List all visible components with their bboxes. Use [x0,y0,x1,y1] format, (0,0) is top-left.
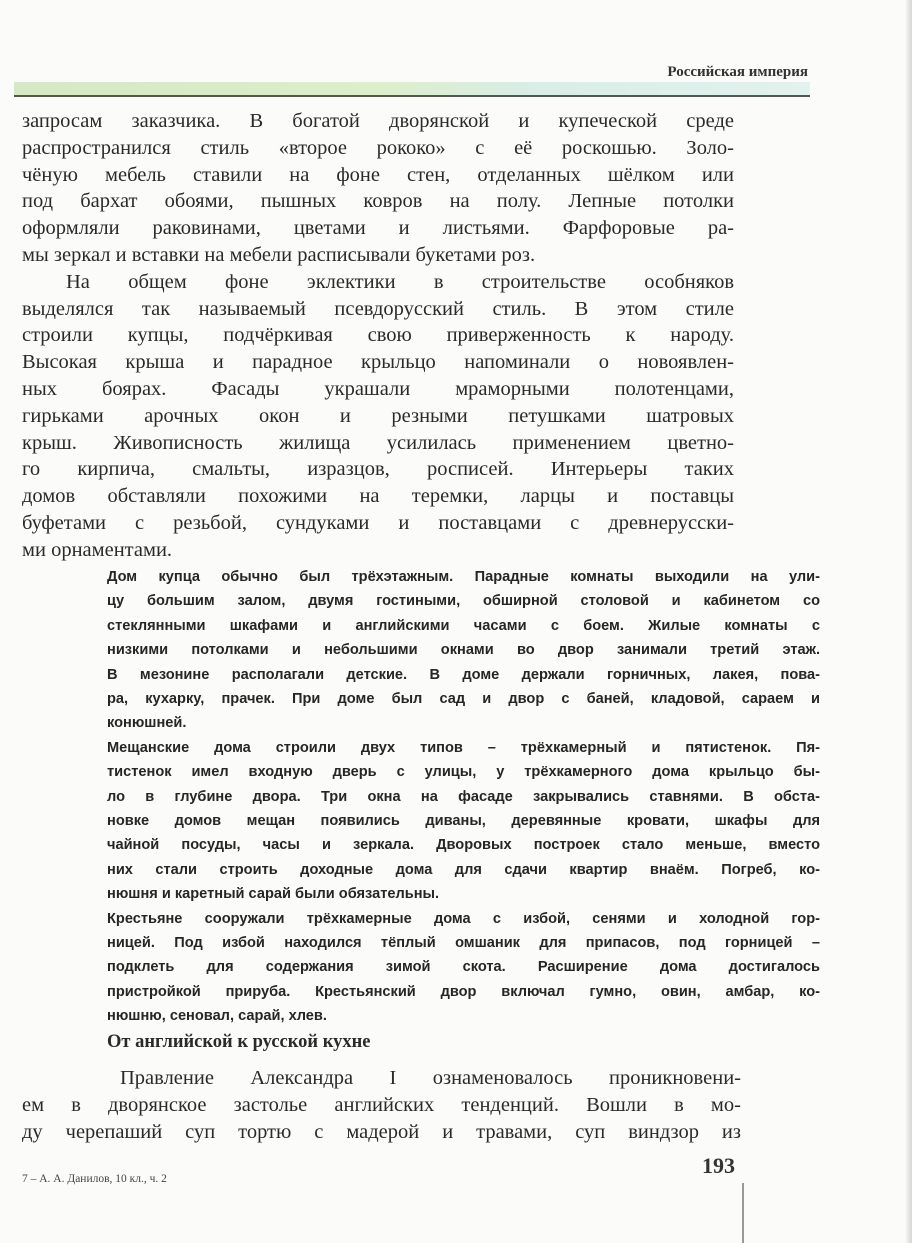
text-line: домов обставляли похожими на теремки, ларцы и поставцы [22,485,734,508]
text-line: буфетами с резьбой, сундуками и поставцами с древнерусски- [22,512,734,534]
insert-text-line: них стали строить доходные дома для сдачи квартир внаём. Погреб, ко- [107,861,820,878]
insert-text-line: В мезонине располагали детские. В доме держали горничных, лакея, пова- [107,666,820,683]
text-line: чёную мебель ставили на фоне стен, отделанных шёлком или [22,163,734,186]
insert-text-line: Дом купца обычно был трёхэтажным. Парадные комнаты выходили на ули- [107,569,820,585]
insert-text-line: ра, кухарку, прачек. При доме был сад и двор с баней, кладовой, сараем и [107,691,820,707]
text-line: мы зеркал и вставки на мебели расписывали букетами роз. [22,244,536,266]
text-line: На общем фоне эклектики в строительстве особняков [66,270,734,293]
insert-text-line: новке домов мещан появились диваны, деревянные кровати, шкафы для [107,813,820,829]
text-line: ем в дворянское застолье английских тенденций. Вошли в мо- [22,1094,741,1116]
insert-text-line: нюшня и каретный сарай были обязательны. [107,886,440,903]
insert-text-line: Крестьяне сооружали трёхкамерные дома с избой, сенями и холодной гор- [107,910,820,927]
insert-text-line: чайной посуды, часы и зеркала. Дворовых построек стало меньше, вместо [107,837,820,854]
text-line: выделялся так называемый псевдорусский стиль. В этом стиле [22,297,734,320]
margin-line [742,1183,744,1243]
text-line: Правление Александра I ознаменовалось проникновени- [120,1067,741,1089]
text-line: го кирпича, смальты, изразцов, росписей. Интерьеры таких [22,458,734,481]
text-line: оформляли раковинами, цветами и листьями. Фарфоровые ра- [22,217,734,240]
text-line: гирьками арочных окон и резными петушками шатровых [22,404,734,427]
printer-signature: 7 – А. А. Данилов, 10 кл., ч. 2 [22,1173,167,1185]
insert-text-line: низкими потолками и небольшими окнами во двор занимали третий этаж. [107,642,820,659]
page-edge-shadow [906,0,912,1243]
header-rule [14,95,810,97]
insert-text-line: ницей. Под избой находился тёплый омшаник для припасов, под горницей – [107,935,820,951]
header-band [14,82,810,95]
insert-text-line: нюшню, сеновал, сарай, хлев. [107,1008,327,1025]
insert-text-line: ло в глубине двора. Три окна на фасаде закрывались ставнями. В обста- [107,788,820,805]
insert-text-line: пристройкой прируба. Крестьянский двор включал гумно, овин, амбар, ко- [107,983,820,1000]
text-line: крыш. Живописность жилища усилилась применением цветно- [22,431,734,454]
page-number: 193 [702,1153,735,1178]
insert-text-line: конюшней. [107,715,187,732]
insert-text-line: стеклянными шкафами и английскими часами с боем. Жилые комнаты с [107,617,820,634]
text-line: ду черепаший суп тортю с мадерой и травами, суп виндзор из [22,1121,741,1143]
section-heading: От английской к русской кухне [107,1032,371,1052]
text-line: под бархат обоями, пышных ковров на полу. Лепные потолки [22,190,734,213]
insert-text-line: цу большим залом, двумя гостиными, обширной столовой и кабинетом со [107,593,820,610]
running-title: Российская империя [667,64,808,80]
text-line: Высокая крыша и парадное крыльцо напоминали о новоявлен- [22,351,734,374]
insert-text-line: тистенок имел входную дверь с улицы, у трёхкамерного дома крыльцо бы- [107,764,820,781]
insert-text-line: подклеть для содержания зимой скота. Расширение дома достигалось [107,959,820,976]
text-line: запросам заказчика. В богатой дворянской и купеческой среде [22,110,734,132]
text-line: ных боярах. Фасады украшали мраморными полотенцами, [22,378,734,400]
text-line: ми орнаментами. [22,538,173,561]
text-line: распространился стиль «второе рококо» с её роскошью. Золо- [22,136,734,159]
text-line: строили купцы, подчёркивая свою приверженность к народу. [22,324,734,347]
insert-text-line: Мещанские дома строили двух типов – трёхкамерный и пятистенок. Пя- [107,739,820,756]
